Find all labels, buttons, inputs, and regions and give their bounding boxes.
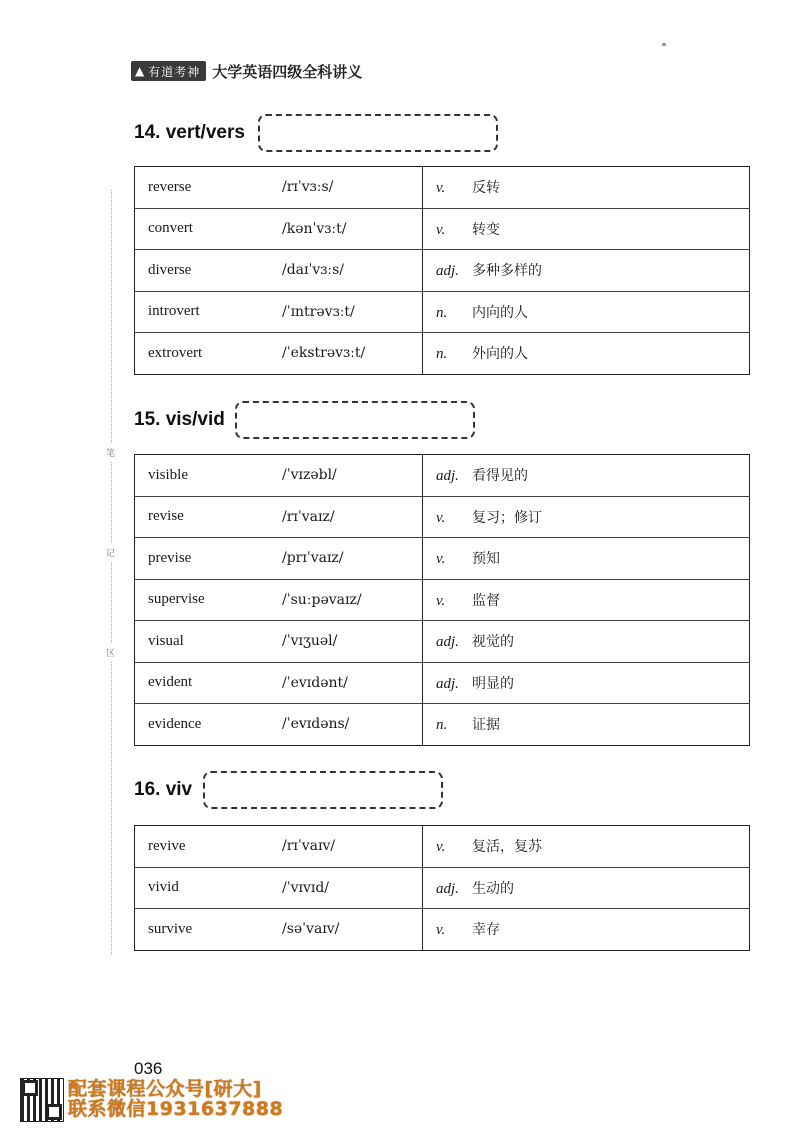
brand-logo bbox=[131, 61, 206, 81]
vocab-phonetic: /kənˈvɜːt/ bbox=[282, 208, 423, 250]
notes-label-char: 区 bbox=[106, 644, 115, 661]
vocab-meaning-cell bbox=[423, 250, 750, 292]
fill-in-box[interactable] bbox=[258, 114, 498, 152]
vocab-phonetic: /ˈevɪdənt/ bbox=[282, 662, 423, 704]
vocab-word: reverse bbox=[148, 178, 192, 195]
chinese-meaning: 转变 bbox=[472, 221, 500, 238]
vocab-meaning-cell bbox=[423, 333, 750, 375]
table-row bbox=[135, 621, 750, 663]
fill-in-box[interactable] bbox=[235, 401, 475, 439]
chinese-meaning: 生动的 bbox=[472, 880, 514, 897]
vocab-meaning-cell bbox=[423, 826, 750, 868]
part-of-speech: v. bbox=[436, 180, 446, 197]
table-row bbox=[135, 333, 750, 375]
book-icon: ▲ bbox=[135, 64, 146, 78]
qr-code-icon bbox=[20, 1078, 64, 1122]
vocab-meaning-cell bbox=[423, 704, 750, 746]
promo-line: 配套课程公众号[研大] bbox=[68, 1078, 262, 1101]
table-row bbox=[135, 250, 750, 292]
vocab-meaning-cell bbox=[423, 455, 750, 497]
page-number: 036 bbox=[134, 1059, 163, 1078]
vocab-word: supervise bbox=[135, 579, 283, 621]
chinese-meaning: 证据 bbox=[472, 717, 500, 734]
notes-label-char: 笔 bbox=[106, 444, 115, 461]
vocab-phonetic: /ˈevɪdəns/ bbox=[282, 704, 423, 746]
chinese-meaning: 复活，复苏 bbox=[472, 839, 542, 856]
vocab-table bbox=[134, 825, 750, 951]
vocab-word: introvert bbox=[135, 291, 283, 333]
chinese-meaning: 预知 bbox=[472, 551, 500, 568]
vocab-table bbox=[134, 166, 750, 375]
vocab-phonetic: /prɪˈvaɪz/ bbox=[282, 538, 423, 580]
part-of-speech: v. bbox=[436, 592, 446, 609]
part-of-speech: v. bbox=[436, 839, 446, 856]
notes-margin-line bbox=[111, 190, 112, 955]
chinese-meaning: 外向的人 bbox=[472, 346, 528, 363]
table-row bbox=[135, 909, 750, 951]
table-row bbox=[135, 662, 750, 704]
promo-banner bbox=[20, 1078, 283, 1122]
brand-logo-text: 有道考神 bbox=[148, 64, 201, 79]
part-of-speech: v. bbox=[436, 221, 446, 238]
scan-speck bbox=[662, 43, 666, 46]
part-of-speech: adj. bbox=[436, 263, 459, 280]
table-row bbox=[135, 867, 750, 909]
vocab-phonetic: /rɪˈvɜːs/ bbox=[282, 179, 334, 196]
vocab-phonetic: /ˈvɪzəbl/ bbox=[282, 467, 337, 484]
vocab-meaning-cell bbox=[423, 291, 750, 333]
vocab-meaning-cell bbox=[423, 909, 750, 951]
part-of-speech: v. bbox=[436, 922, 446, 939]
vocab-word: diverse bbox=[135, 250, 283, 292]
book-title: 大学英语四级全科讲义 bbox=[212, 62, 363, 81]
table-row bbox=[135, 167, 750, 209]
vocab-phonetic: /ˈvɪʒuəl/ bbox=[282, 621, 423, 663]
chinese-meaning: 内向的人 bbox=[472, 304, 528, 321]
vocab-meaning-cell bbox=[423, 208, 750, 250]
vocab-meaning-cell bbox=[423, 662, 750, 704]
table-row bbox=[135, 538, 750, 580]
vocab-meaning-cell bbox=[423, 867, 750, 909]
table-row bbox=[135, 496, 750, 538]
section-title: 16. viv bbox=[134, 779, 193, 800]
vocab-word: revise bbox=[135, 496, 283, 538]
page-header bbox=[131, 60, 362, 82]
table-row bbox=[135, 704, 750, 746]
notes-label-char: 记 bbox=[106, 544, 115, 561]
table-row bbox=[135, 291, 750, 333]
part-of-speech: v. bbox=[436, 551, 446, 568]
section-title: 14. vert/vers bbox=[134, 122, 245, 143]
vocab-word: evidence bbox=[135, 704, 283, 746]
vocab-word: visible bbox=[148, 466, 188, 483]
promo-line: 联系微信1931637888 bbox=[68, 1098, 284, 1120]
part-of-speech: n. bbox=[436, 304, 448, 321]
part-of-speech: n. bbox=[436, 717, 448, 734]
chinese-meaning: 反转 bbox=[472, 180, 500, 197]
part-of-speech: v. bbox=[436, 509, 446, 526]
fill-in-box[interactable] bbox=[203, 771, 443, 809]
vocab-word: vivid bbox=[135, 867, 283, 909]
vocab-word: previse bbox=[135, 538, 283, 580]
chinese-meaning: 明显的 bbox=[472, 675, 514, 692]
table-row bbox=[135, 826, 750, 868]
vocab-phonetic: /daɪˈvɜːs/ bbox=[282, 250, 423, 292]
vocab-word: survive bbox=[135, 909, 283, 951]
part-of-speech: adj. bbox=[436, 675, 459, 692]
chinese-meaning: 监督 bbox=[472, 592, 500, 609]
chinese-meaning: 看得见的 bbox=[472, 468, 528, 485]
vocab-meaning-cell bbox=[423, 621, 750, 663]
vocab-phonetic: /ˈɪntrəvɜːt/ bbox=[282, 291, 423, 333]
vocab-word: revive bbox=[148, 837, 186, 854]
part-of-speech: adj. bbox=[436, 880, 459, 897]
vocab-meaning-cell bbox=[423, 538, 750, 580]
vocab-phonetic: /rɪˈvaɪv/ bbox=[282, 838, 336, 855]
chinese-meaning: 多种多样的 bbox=[472, 263, 542, 280]
part-of-speech: n. bbox=[436, 346, 448, 363]
vocab-phonetic: /ˈsuːpəvaɪz/ bbox=[282, 579, 423, 621]
vocab-meaning-cell bbox=[423, 496, 750, 538]
vocab-table bbox=[134, 454, 750, 746]
chinese-meaning: 视觉的 bbox=[472, 634, 514, 651]
chinese-meaning: 幸存 bbox=[472, 922, 500, 939]
vocab-word: visual bbox=[135, 621, 283, 663]
vocab-meaning-cell bbox=[423, 167, 750, 209]
chinese-meaning: 复习；修订 bbox=[472, 509, 542, 526]
table-row bbox=[135, 208, 750, 250]
vocab-word: convert bbox=[135, 208, 283, 250]
vocab-phonetic: /rɪˈvaɪz/ bbox=[282, 496, 423, 538]
vocab-word: extrovert bbox=[135, 333, 283, 375]
vocab-phonetic: /ˈvɪvɪd/ bbox=[282, 867, 423, 909]
part-of-speech: adj. bbox=[436, 634, 459, 651]
vocab-phonetic: /ˈekstrəvɜːt/ bbox=[282, 333, 423, 375]
table-row bbox=[135, 455, 750, 497]
vocab-word: evident bbox=[135, 662, 283, 704]
vocab-meaning-cell bbox=[423, 579, 750, 621]
table-row bbox=[135, 579, 750, 621]
part-of-speech: adj. bbox=[436, 468, 459, 485]
vocab-phonetic: /səˈvaɪv/ bbox=[282, 909, 423, 951]
section-title: 15. vis/vid bbox=[134, 409, 225, 430]
